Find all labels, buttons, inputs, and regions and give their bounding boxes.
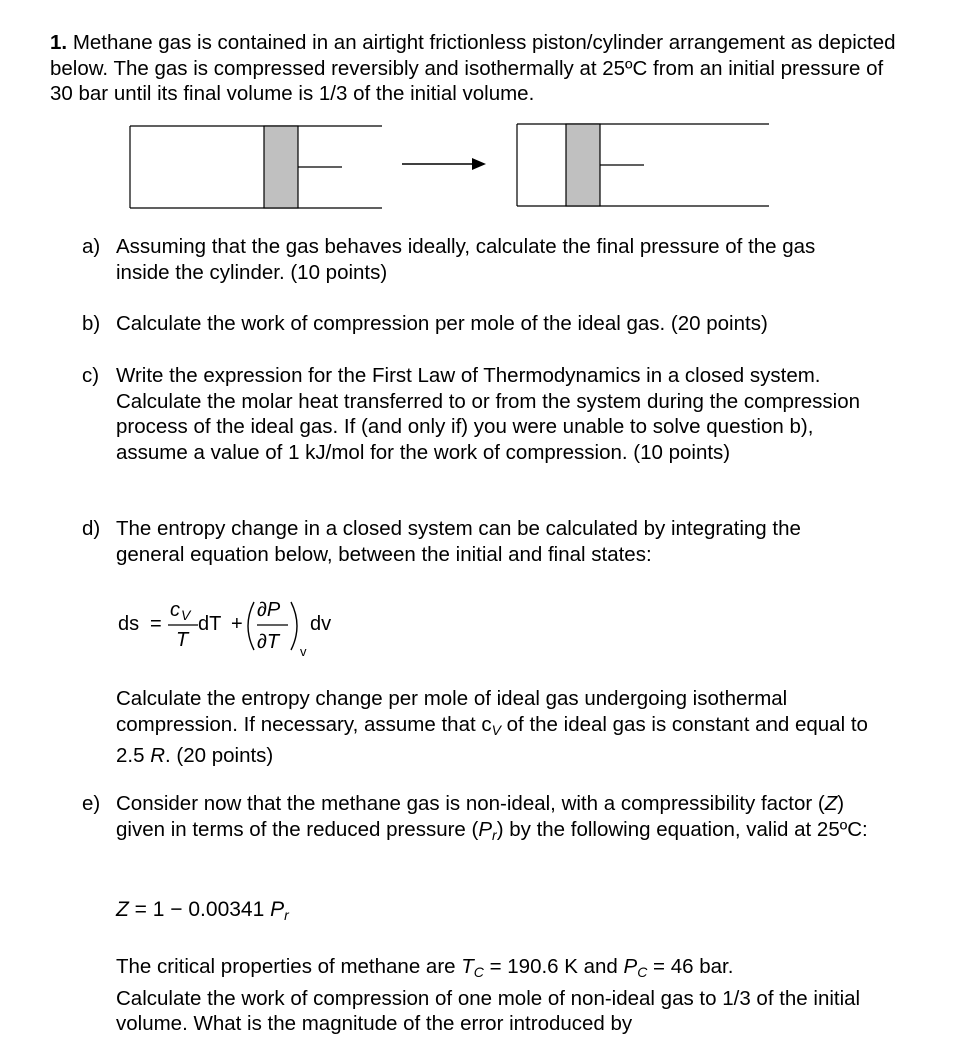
- part-e-label: e): [82, 792, 101, 815]
- final-cylinder: [517, 124, 769, 206]
- part-d-continued: [82, 686, 872, 769]
- eq-lhs: ds: [118, 613, 140, 635]
- eq-v-sub: v: [300, 644, 307, 659]
- initial-piston: [264, 126, 298, 208]
- part-d-text: The entropy change in a closed system can be calculated by integrating the general equation below, between the initial and final states:: [116, 517, 801, 566]
- eq-equals: =: [150, 613, 162, 635]
- critical-properties-text: The critical properties of methane are $T_C = 190.6$ K and $P_C = 46$ bar. Calculate the work of compression of one mole of non-ideal gas to 1/3 of the initial volume. What is the magnitude of the error introduced by: [116, 955, 861, 1035]
- part-d-after-text: Calculate the entropy change per mole of ideal gas undergoing isothermal compression. If necessary, assume that $c_V$ of the ideal gas is constant and equal to 2.5 R. (20 points): [116, 687, 868, 767]
- part-c-text: Write the expression for the First Law of Thermodynamics in a closed system. Calculate the molar heat transferred to or from the system during the compression process of the ideal gas. If (and only if) you were unable to solve question b), assume a value of 1 kJ/mol for the work of compression. (10 points): [116, 364, 861, 464]
- part-d-label: d): [82, 517, 101, 540]
- part-a-text: Assuming that the gas behaves ideally, calculate the final pressure of the gas inside the cylinder. (10 points): [116, 235, 816, 284]
- initial-cylinder: [130, 126, 382, 208]
- eq-right-paren: [291, 602, 297, 650]
- eq-dT-partial: ∂T: [257, 631, 280, 653]
- part-b: [82, 311, 872, 337]
- entropy-equation: [114, 588, 354, 672]
- gas-constant-R: R: [150, 744, 166, 767]
- eq-cv-sub: V: [181, 607, 191, 623]
- part-c: [82, 363, 872, 465]
- compressibility-equation: Z = 1 − 0.00341 $P_r$: [116, 898, 289, 923]
- Z-symbol: Z: [824, 792, 838, 815]
- part-b-label: b): [82, 312, 101, 335]
- problem-statement: [50, 30, 910, 107]
- final-piston: [566, 124, 600, 206]
- part-e-continued: [82, 954, 872, 1037]
- cv-subscript: V: [491, 721, 501, 738]
- eq-T: T: [176, 629, 189, 651]
- problem-text: Methane gas is contained in an airtight frictionless piston/cylinder arrangement as depicted below. The gas is compressed reversibly and isothermally at 25ºC from an initial pressure of 30 bar until its final volume is 1/3 of the initial volume.: [50, 31, 896, 105]
- part-c-label: c): [82, 364, 100, 387]
- eq-left-paren: [248, 602, 254, 650]
- part-a: [82, 234, 872, 285]
- compression-arrow: [402, 158, 486, 170]
- eq-cv: c: [170, 599, 180, 621]
- eq-dT: dT: [198, 613, 222, 635]
- problem-number: 1.: [50, 31, 68, 54]
- eq-plus: +: [231, 613, 243, 635]
- eq-dP: ∂P: [257, 599, 281, 621]
- Pr-symbol: P: [478, 817, 493, 841]
- eq-dv: dv: [310, 613, 332, 635]
- part-b-text: Calculate the work of compression per mole of the ideal gas. (20 points): [116, 312, 768, 335]
- part-e-work-question: Calculate the work of compression of one mole of non-ideal gas to 1/3 of the initial volume. What is the magnitude of the error introduced by: [116, 986, 861, 1035]
- part-e-intro: Consider now that the methane gas is non-ideal, with a compressibility factor (Z) given in terms of the reduced pressure $(P_r)$ by the following equation, valid at 25ºC:: [116, 792, 868, 843]
- piston-cylinder-diagram: [120, 116, 780, 216]
- part-d: [82, 516, 872, 567]
- part-e: [82, 791, 872, 848]
- part-a-label: a): [82, 235, 101, 258]
